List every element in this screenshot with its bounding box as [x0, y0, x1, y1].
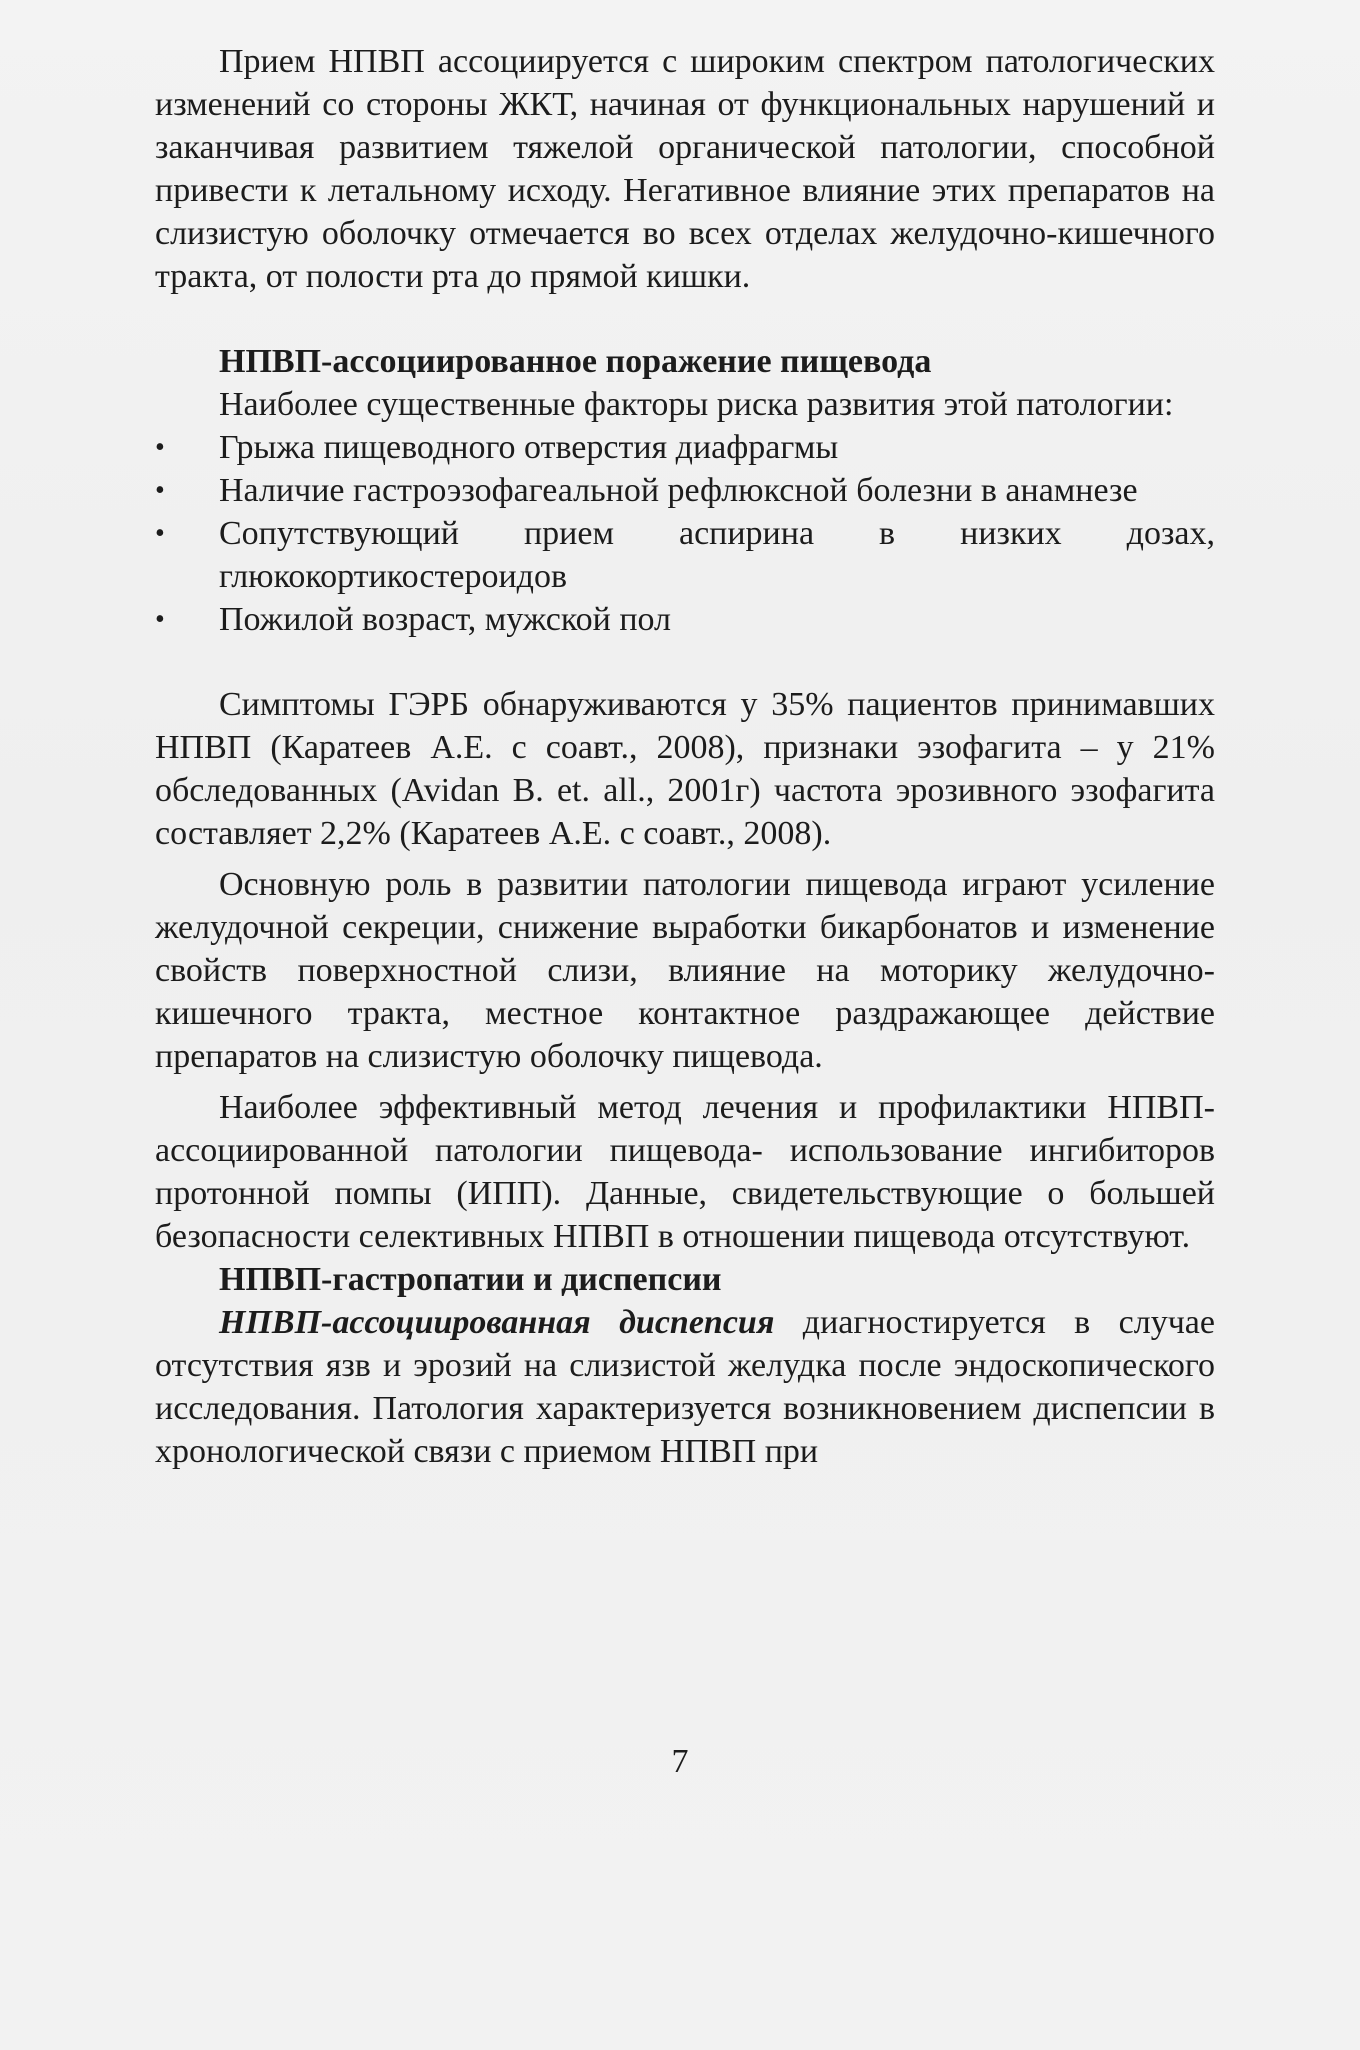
bullet-icon: • — [155, 518, 165, 549]
dyspepsia-term: НПВП-ассоциированная диспепсия — [219, 1304, 775, 1341]
list-item-text: Пожилой возраст, мужской пол — [219, 601, 672, 638]
bullet-icon: • — [155, 475, 165, 506]
intro-paragraph: Прием НПВП ассоциируется с широким спектром патологических изменений со стороны ЖКТ, начиная от функциональных нарушений и заканчивая развитием тяжелой органической патологии, способной привести к летальному исходу. Негативное влияние этих препаратов на слизистую оболочку отмечается во всех отделах желудочно-кишечного тракта, от полости рта до прямой кишки. — [155, 43, 1215, 295]
list-item-text: Наличие гастроэзофагеальной рефлюксной болезни в анамнезе — [219, 472, 1138, 509]
risk-factor-list — [155, 426, 1215, 641]
page-number: 7 — [671, 1743, 689, 1780]
section-heading-gastropathy: НПВП-гастропатии и диспепсии — [219, 1261, 722, 1298]
list-item — [155, 469, 1215, 512]
risk-intro-paragraph: Наиболее существенные факторы риска развития этой патологии: — [219, 386, 1174, 423]
spacer — [155, 855, 1215, 863]
spacer — [155, 298, 1215, 340]
spacer — [155, 1078, 1215, 1086]
pathogenesis-paragraph: Основную роль в развитии патологии пищевода играют усиление желудочной секреции, снижение выработки бикарбонатов и изменение свойств поверхностной слизи, влияние на моторику желудочно-кишечного тракта, местное контактное раздражающее действие препаратов на слизистую оболочку пищевода. — [155, 866, 1215, 1075]
bullet-icon: • — [155, 604, 165, 635]
treatment-paragraph: Наиболее эффективный метод лечения и профилактики НПВП-ассоциированной патологии пищевода- использование ингибиторов протонной помпы (ИПП). Данные, свидетельствующие о большей безопасности селективных НПВП в отношении пищевода отсутствуют. — [155, 1089, 1215, 1255]
section-heading-esophagus: НПВП-ассоциированное поражение пищевода — [219, 343, 932, 380]
dyspepsia-text: диагностируется в случае отсутствия язв и эрозий на слизистой желудка после эндоскопического исследования. Патология характеризуется возникновением диспепсии в хронологической связи с приемом НПВП при — [155, 1304, 1215, 1470]
list-item-text: Сопутствующий прием аспирина в низких дозах, глюкокортикостероидов — [219, 515, 1215, 595]
gerd-symptoms-paragraph: Симптомы ГЭРБ обнаруживаются у 35% пациентов принимавших НПВП (Каратеев А.Е. с соавт., 2008), признаки эзофагита – у 21% обследованных (Avidan B. et. all., 2001г) частота эрозивного эзофагита составляет 2,2% (Каратеев А.Е. с соавт., 2008). — [155, 686, 1215, 852]
list-item — [155, 426, 1215, 469]
dyspepsia-paragraph — [155, 1301, 1215, 1473]
body-text — [155, 40, 1215, 1473]
list-item — [155, 512, 1215, 598]
bullet-icon: • — [155, 432, 165, 463]
spacer — [155, 641, 1215, 683]
list-item — [155, 598, 1215, 641]
list-item-text: Грыжа пищеводного отверстия диафрагмы — [219, 429, 839, 466]
